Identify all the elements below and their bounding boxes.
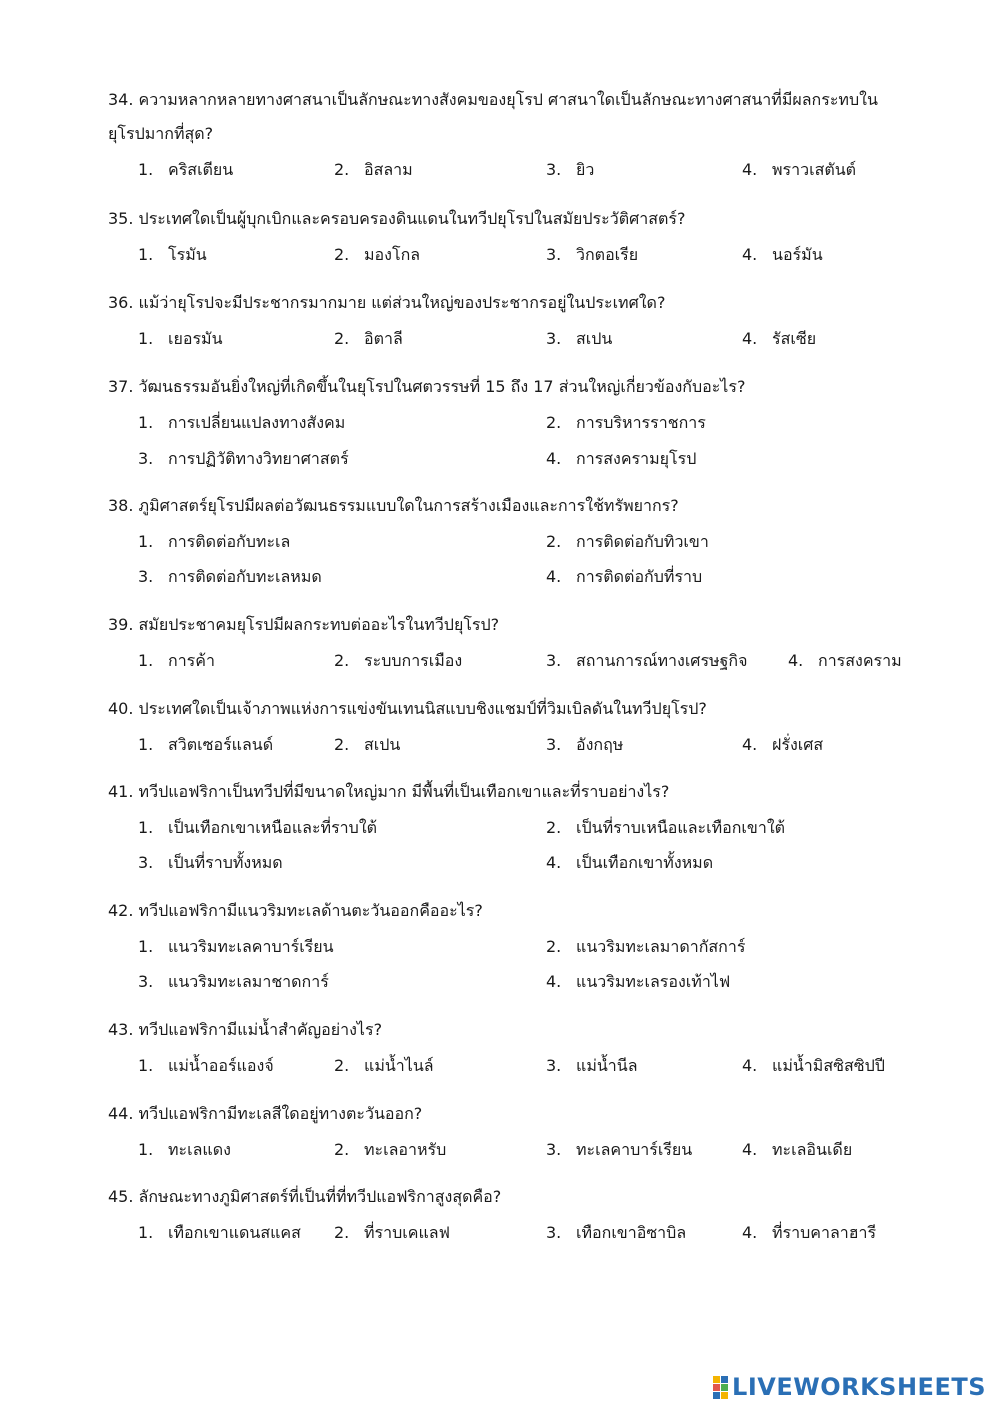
option-3[interactable]: 3. ทะเลคาบาร์เรียน <box>546 1140 693 1159</box>
option-3[interactable]: 3. การติดต่อกับทะเลหมด <box>138 567 322 586</box>
option-2[interactable]: 2. แม่น้ำไนล์ <box>334 1056 434 1075</box>
option-2[interactable]: 2. อิสลาม <box>334 160 413 179</box>
option-3[interactable]: 3. สถานการณ์ทางเศรษฐกิจ <box>546 651 748 670</box>
option-4[interactable]: 4. ฝรั่งเศส <box>742 735 824 754</box>
question-39 <box>108 608 908 642</box>
option-4[interactable]: 4. นอร์มัน <box>742 245 823 264</box>
question-text: 37. วัฒนธรรมอันยิ่งใหญ่ที่เกิดขึ้นในยุโรปในศตวรรษที่ 15 ถึง 17 ส่วนใหญ่เกี่ยวข้องกับอะไร? <box>108 377 746 396</box>
question-34 <box>108 83 908 151</box>
liveworksheets-logo <box>713 1372 986 1402</box>
option-2[interactable]: 2. เป็นที่ราบเหนือและเทือกเขาใต้ <box>546 818 786 837</box>
question-41 <box>108 775 908 809</box>
option-4[interactable]: 4. แนวริมทะเลรองเท้าไฟ <box>546 972 731 991</box>
question-text: 39. สมัยประชาคมยุโรปมีผลกระทบต่ออะไรในทวีปยุโรป? <box>108 615 500 634</box>
question-35 <box>108 202 908 236</box>
question-44 <box>108 1097 908 1131</box>
option-2[interactable]: 2. แนวริมทะเลมาดากัสการ์ <box>546 937 746 956</box>
question-text: 40. ประเทศใดเป็นเจ้าภาพแห่งการแข่งขันเทนนิสแบบชิงแชมป์ที่วิมเบิลดันในทวีปยุโรป? <box>108 699 707 718</box>
option-1[interactable]: 1. เยอรมัน <box>138 329 223 348</box>
question-text: 43. ทวีปแอฟริกามีแม่น้ำสำคัญอย่างไร? <box>108 1020 383 1039</box>
option-1[interactable]: 1. การเปลี่ยนแปลงทางสังคม <box>138 413 346 432</box>
question-40 <box>108 692 908 726</box>
option-2[interactable]: 2. ทะเลอาหรับ <box>334 1140 447 1159</box>
liveworksheets-logo-icon <box>713 1376 728 1399</box>
question-38 <box>108 489 908 523</box>
question-42 <box>108 894 908 928</box>
question-36 <box>108 286 908 320</box>
question-text: 42. ทวีปแอฟริกามีแนวริมทะเลด้านตะวันออกคืออะไร? <box>108 901 483 920</box>
logo-text: LIVEWORKSHEETS <box>732 1373 986 1401</box>
question-text: 35. ประเทศใดเป็นผู้บุกเบิกและครอบครองดินแดนในทวีปยุโรปในสมัยประวัติศาสตร์? <box>108 209 686 228</box>
question-37 <box>108 370 908 404</box>
option-1[interactable]: 1. แม่น้ำออร์แองจ์ <box>138 1056 274 1075</box>
option-1[interactable]: 1. ทะเลแดง <box>138 1140 231 1159</box>
option-2[interactable]: 2. ที่ราบเคแลฟ <box>334 1223 450 1242</box>
option-2[interactable]: 2. สเปน <box>334 735 401 754</box>
option-1[interactable]: 1. โรมัน <box>138 245 207 264</box>
option-3[interactable]: 3. เป็นที่ราบทั้งหมด <box>138 853 283 872</box>
option-3[interactable]: 3. แนวริมทะเลมาชาดการ์ <box>138 972 329 991</box>
option-3[interactable]: 3. อังกฤษ <box>546 735 624 754</box>
option-1[interactable]: 1. สวิตเซอร์แลนด์ <box>138 735 274 754</box>
question-43 <box>108 1013 908 1047</box>
option-3[interactable]: 3. แม่น้ำนีล <box>546 1056 638 1075</box>
option-4[interactable]: 4. รัสเซีย <box>742 329 817 348</box>
question-text: 38. ภูมิศาสตร์ยุโรปมีผลต่อวัฒนธรรมแบบใดในการสร้างเมืองและการใช้ทรัพยากร? <box>108 496 679 515</box>
option-4[interactable]: 4. ทะเลอินเดีย <box>742 1140 853 1159</box>
option-4[interactable]: 4. การสงคราม <box>788 651 902 670</box>
option-2[interactable]: 2. มองโกล <box>334 245 421 264</box>
option-4[interactable]: 4. ที่ราบคาลาฮารี <box>742 1223 877 1242</box>
question-45 <box>108 1180 908 1214</box>
option-3[interactable]: 3. ยิว <box>546 160 595 179</box>
option-1[interactable]: 1. การติดต่อกับทะเล <box>138 532 291 551</box>
option-4[interactable]: 4. การติดต่อกับที่ราบ <box>546 567 703 586</box>
option-4[interactable]: 4. การสงครามยุโรป <box>546 449 697 468</box>
question-text: 34. ความหลากหลายทางศาสนาเป็นลักษณะทางสังคมของยุโรป ศาสนาใดเป็นลักษณะทางศาสนาที่มีผลกระทบในยุโรปมากที่สุด? <box>108 90 878 143</box>
question-text: 44. ทวีปแอฟริกามีทะเลสีใดอยู่ทางตะวันออก? <box>108 1104 423 1123</box>
option-1[interactable]: 1. เป็นเทือกเขาเหนือและที่ราบใต้ <box>138 818 378 837</box>
option-4[interactable]: 4. พราวเสตันต์ <box>742 160 857 179</box>
question-text: 41. ทวีปแอฟริกาเป็นทวีปที่มีขนาดใหญ่มาก มีพื้นที่เป็นเทือกเขาและที่ราบอย่างไร? <box>108 782 670 801</box>
option-4[interactable]: 4. แม่น้ำมิสซิสซิปปี <box>742 1056 885 1075</box>
option-1[interactable]: 1. แนวริมทะเลคาบาร์เรียน <box>138 937 334 956</box>
option-3[interactable]: 3. สเปน <box>546 329 613 348</box>
option-1[interactable]: 1. การค้า <box>138 651 215 670</box>
option-1[interactable]: 1. เทือกเขาแดนสแคส <box>138 1223 301 1242</box>
option-4[interactable]: 4. เป็นเทือกเขาทั้งหมด <box>546 853 714 872</box>
option-2[interactable]: 2. ระบบการเมือง <box>334 651 463 670</box>
option-2[interactable]: 2. การบริหารราชการ <box>546 413 706 432</box>
question-text: 45. ลักษณะทางภูมิศาสตร์ที่เป็นที่ที่ทวีปแอฟริกาสูงสุดคือ? <box>108 1187 502 1206</box>
question-text: 36. แม้ว่ายุโรปจะมีประชากรมากมาย แต่ส่วนใหญ่ของประชากรอยู่ในประเทศใด? <box>108 293 666 312</box>
option-3[interactable]: 3. เทือกเขาอิซาบิล <box>546 1223 687 1242</box>
option-2[interactable]: 2. การติดต่อกับทิวเขา <box>546 532 709 551</box>
option-3[interactable]: 3. การปฏิวัติทางวิทยาศาสตร์ <box>138 449 349 468</box>
option-3[interactable]: 3. วิกตอเรีย <box>546 245 639 264</box>
option-2[interactable]: 2. อิตาลี <box>334 329 403 348</box>
option-1[interactable]: 1. คริสเตียน <box>138 160 234 179</box>
